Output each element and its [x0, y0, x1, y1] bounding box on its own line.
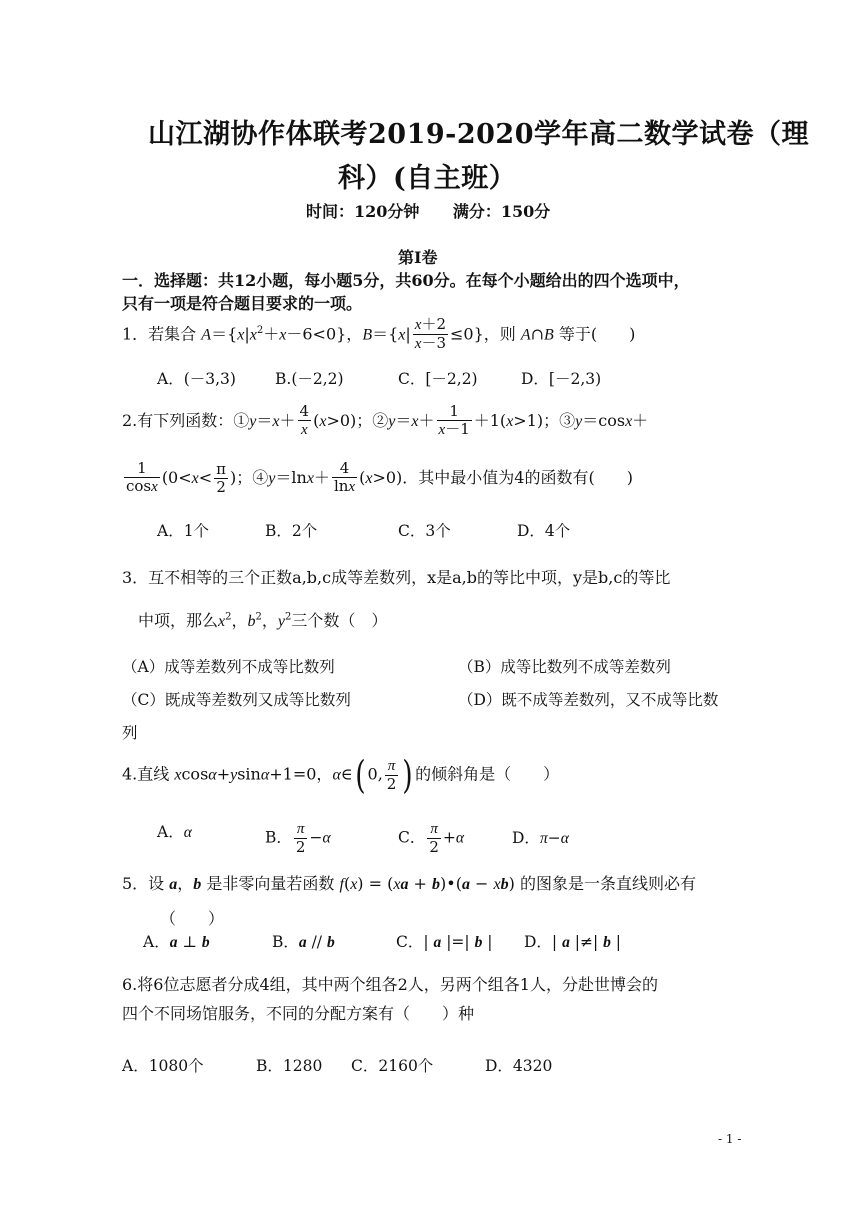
q1-option-a: A．(－3,3) — [157, 370, 236, 388]
q5-option-d: D．| a |≠| b | — [524, 933, 622, 951]
q5-option-c: C．| a |=| b | — [396, 933, 493, 951]
question-1: 1．若集合 $A=\{x|x^2+x-6<0\}$，B＝{x| $\frac{x+2}{x-3}$ ≤0}，则 A∩B 等于( ) — [122, 315, 636, 353]
question-2-line1: 2.有下列函数：①y＝x＋ $\frac{4}{x}$ (x>0)；②y＝x＋ $\frac{1}{x-1}$ ＋1(x>1)；③y＝cosx＋ — [122, 402, 649, 439]
q4-option-c: C． $\frac{\pi}{2}$ +α — [398, 821, 465, 857]
time-score-info: 时间：120分钟 满分：150分 — [306, 202, 551, 221]
q4-option-b: B． $\frac{\pi}{2}$ −α — [265, 821, 331, 857]
page-number: - 1 - — [718, 1132, 742, 1146]
q5-option-b: B．a // b — [272, 933, 335, 951]
q2-option-c: C．3个 — [398, 522, 451, 540]
q6-option-c: C．2160个 — [351, 1057, 434, 1075]
q1-option-d: D．[－2,3) — [521, 370, 602, 388]
question-2-line2: $\frac{1}{\cos x}$ (0<x< $\frac{\pi}{2}$ )；④y＝lnx＋ $\frac{4}{\ln x}$ (x>0)．其中最小值为4的函数有( ) — [126, 459, 633, 496]
q1-option-b: B.(－2,2) — [275, 370, 344, 388]
q1-option-c: C．[－2,2) — [398, 370, 478, 388]
q6-option-d: D．4320 — [485, 1057, 553, 1075]
q5-paren: （ ） — [160, 909, 225, 928]
q2-option-d: D．4个 — [517, 522, 571, 540]
volume-heading: 第Ⅰ卷 — [398, 248, 438, 267]
q6-option-b: B．1280 — [256, 1057, 323, 1075]
exam-title-line2: 科）(自主班） — [338, 163, 517, 194]
question-6-line2: 四个不同场馆服务，不同的分配方案有（ ）种 — [122, 1004, 475, 1023]
q3-option-c: （C）既成等差数列又成等比数列 — [122, 691, 351, 709]
q2-option-b: B．2个 — [265, 522, 318, 540]
q6-option-a: A．1080个 — [122, 1057, 204, 1075]
q3-option-a: （A）成等差数列不成等比数列 — [122, 658, 335, 676]
question-3-line1: 3．互不相等的三个正数a,b,c成等差数列，x是a,b的等比中项，y是b,c的等比 — [122, 568, 671, 587]
q3-option-d: （D）既不成等差数列，又不成等比数 — [458, 691, 719, 709]
q2-option-a: A．1个 — [157, 522, 210, 540]
q4-suffix: 的倾斜角是（ ） — [415, 764, 560, 784]
q4-option-d: D．π−α — [512, 829, 569, 847]
instructions-line2: 只有一项是符合题目要求的一项。 — [122, 294, 363, 313]
question-6-line1: 6.将6位志愿者分成4组，其中两个组各2人，另两个组各1人，分赴世博会的 — [122, 975, 658, 994]
question-3-line2: 中项，那么$x^2$，$b^2$，$y^2$三个数（ ） — [138, 611, 388, 630]
q3-option-d-wrap: 列 — [122, 724, 138, 742]
instructions-line1: 一．选择题：共12小题，每小题5分，共60分。在每个小题给出的四个选项中， — [122, 271, 690, 290]
q3-option-b: （B）成等比数列不成等差数列 — [458, 658, 671, 676]
question-5: 5．设 a，b 是非零向量若函数 f(x) = (xa + b)•(a − xb) 的图象是一条直线则必有 — [122, 874, 696, 893]
q4-option-a: A．α — [157, 823, 192, 841]
question-4: 4.直线 xcosα+ysinα+1=0，α∈( 0, $\frac{\pi}{2}$ ) 的倾斜角是（ ） — [122, 753, 560, 797]
q5-option-a: A．a ⊥ b — [143, 933, 210, 951]
exam-title-line1: 山江湖协作体联考2019-2020学年高二数学试卷（理 — [148, 119, 809, 150]
